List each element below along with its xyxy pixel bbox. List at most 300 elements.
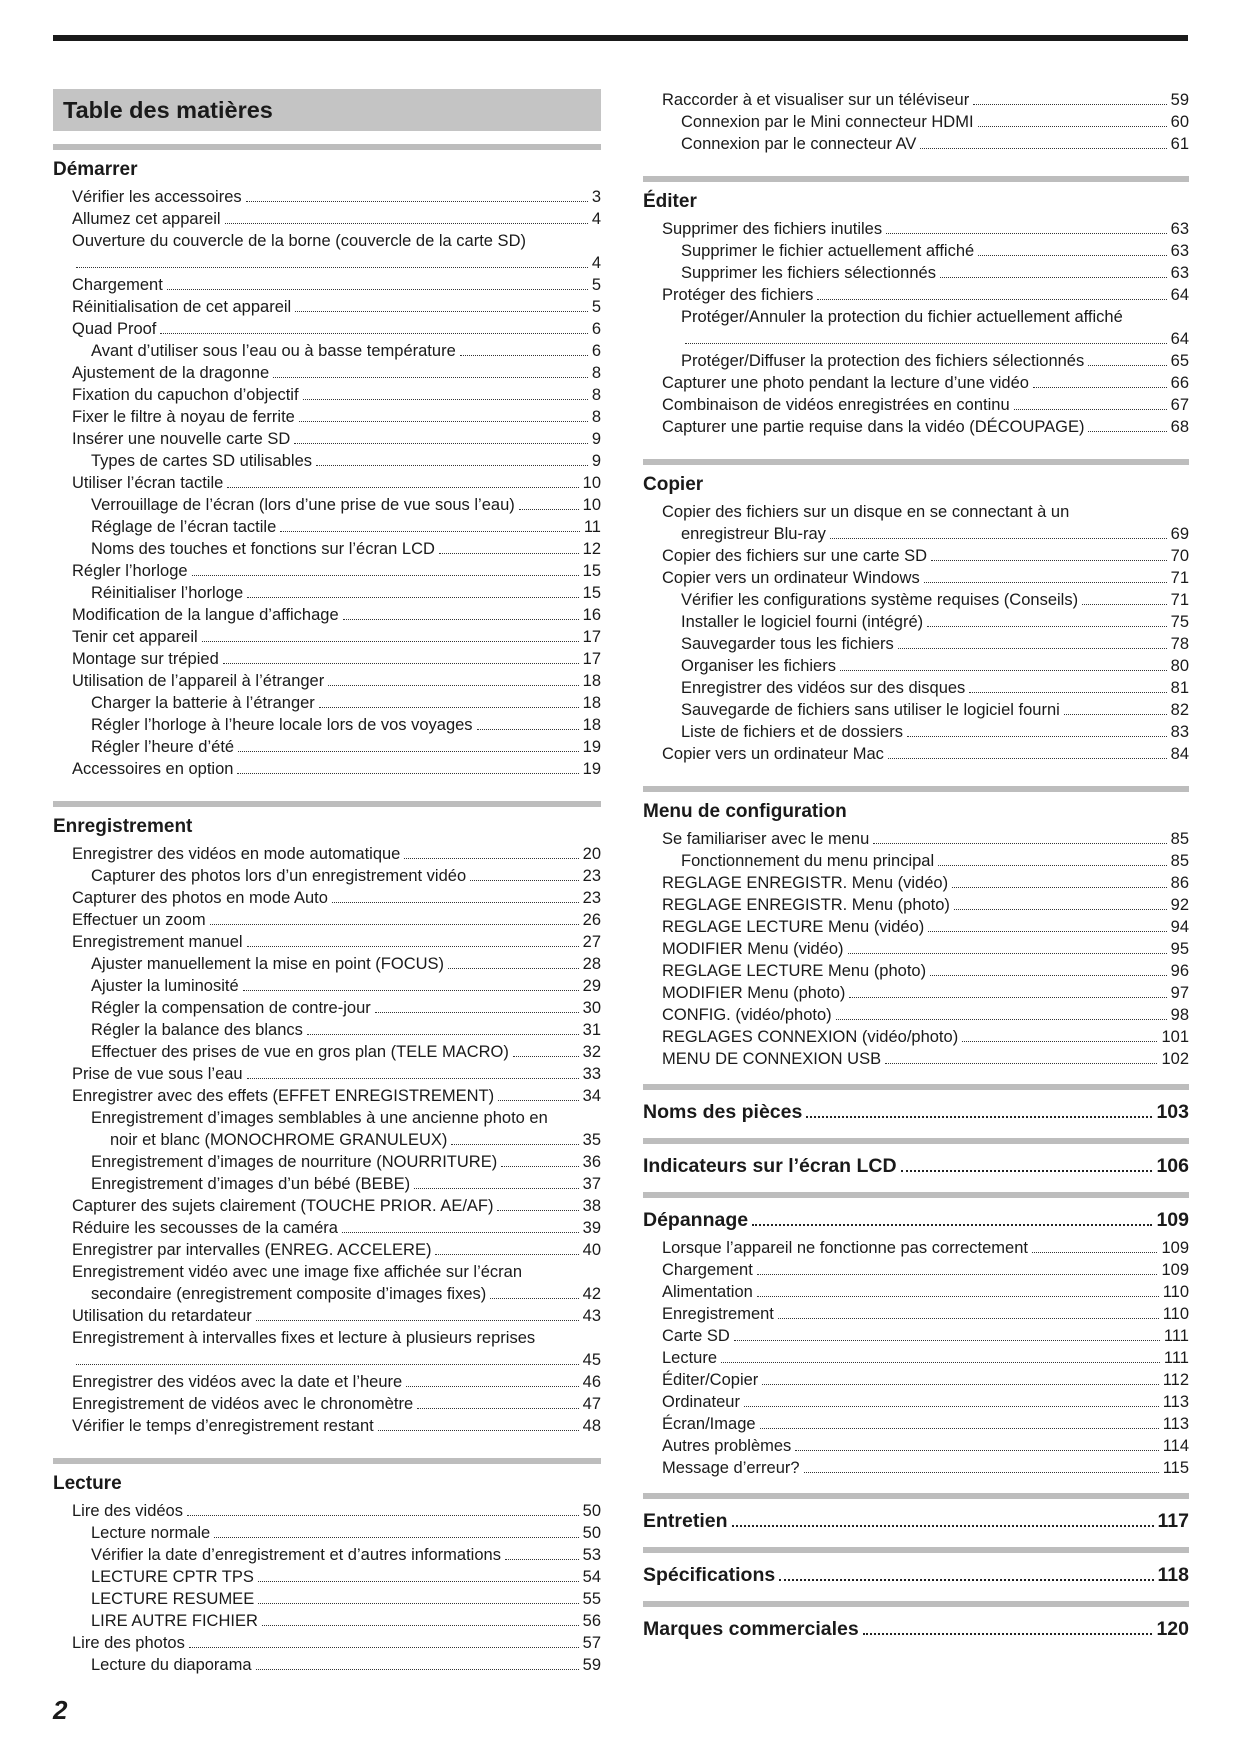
toc-entry [53,887,601,909]
dot-leader [294,443,588,444]
toc-entry [53,1041,601,1063]
entry-text: Régler la balance des blancs [91,1021,303,1039]
entry-text: Tenir cet appareil [72,628,198,646]
dot-leader [477,729,579,730]
entry-page: 6 [591,320,601,338]
toc-entry [53,560,601,582]
entry-text: Utilisation du retardateur [72,1307,252,1325]
toc-entry [643,1391,1189,1413]
dot-leader [238,751,579,752]
toc-entry-wrapped [643,501,1189,545]
toc-entry [53,670,601,692]
entry-page: 111 [1163,1349,1189,1367]
dot-leader [76,1364,579,1365]
dot-leader [1033,387,1167,388]
entry-text: Modification de la langue d’affichage [72,606,339,624]
toc-left-column [53,89,601,1676]
dot-leader [295,311,588,312]
entry-page: 110 [1162,1305,1189,1323]
dot-leader [227,487,578,488]
dot-leader [256,1669,579,1670]
toc-entry-wrapped [53,1107,601,1151]
dot-leader [938,865,1166,866]
toc-entry-list [643,1237,1189,1479]
dot-leader [319,707,579,708]
toc-entry [53,340,601,362]
entry-page: 86 [1170,874,1189,892]
entry-text-continued: noir et blanc (MONOCHROME GRANULEUX) [110,1131,448,1149]
entry-text: Ajuster la luminosité [91,977,239,995]
entry-text: Enregistrement vidéo avec une image fixe affichée sur l’écran [72,1263,523,1281]
toc-entry [53,1195,601,1217]
entry-text: Combinaison de vidéos enregistrées en continu [662,396,1010,414]
entry-text: Vérifier les configurations système requises (Conseils) [681,591,1079,609]
entry-page: 64 [1170,286,1189,304]
toc-entry [53,1371,601,1393]
entry-page: 23 [582,889,601,907]
entry-text: Prise de vue sous l’eau [72,1065,243,1083]
entry-page: 109 [1161,1261,1189,1279]
entry-text: Supprimer les fichiers sélectionnés [681,264,936,282]
entry-page: 81 [1170,679,1189,697]
entry-text: Effectuer un zoom [72,911,206,929]
toc-entry [643,394,1189,416]
dot-leader [978,255,1166,256]
entry-text: Capturer des photos en mode Auto [72,889,328,907]
toc-entry [53,648,601,670]
entry-page: 55 [582,1590,601,1608]
toc-entry-list [643,501,1189,765]
entry-page: 35 [582,1131,601,1149]
entry-page: 27 [582,933,601,951]
chapter-title: Spécifications [643,1564,776,1586]
entry-text: Connexion par le connecteur AV [681,135,917,153]
dot-leader [343,619,579,620]
entry-page: 9 [591,430,601,448]
toc-entry [643,218,1189,240]
entry-page: 12 [582,540,601,558]
toc-entry [53,997,601,1019]
toc-entry [643,938,1189,960]
entry-page: 11 [583,518,601,536]
dot-leader [303,399,588,400]
chapter-page: 120 [1156,1618,1189,1640]
chapter-title: Indicateurs sur l’écran LCD [643,1155,897,1177]
toc-entry [53,1610,601,1632]
toc-section [643,1084,1189,1124]
toc-entry-list [53,186,601,780]
entry-text: MODIFIER Menu (photo) [662,984,846,1002]
dot-leader [732,1525,1154,1527]
dot-leader [192,575,579,576]
chapter-heading [643,1601,1189,1641]
section-heading: Démarrer [53,144,601,181]
toc-entry [53,186,601,208]
entry-text: LIRE AUTRE FICHIER [91,1612,258,1630]
toc-section [643,1547,1189,1587]
entry-page: 109 [1161,1239,1189,1257]
toc-entry [53,1654,601,1676]
dot-leader [901,1170,1153,1172]
entry-text: REGLAGE ENREGISTR. Menu (vidéo) [662,874,949,892]
toc-entry [643,284,1189,306]
toc-entry [643,850,1189,872]
entry-text: Fixer le filtre à noyau de ferrite [72,408,295,426]
entry-page: 70 [1170,547,1189,565]
entry-page: 23 [582,867,601,885]
entry-page: 92 [1170,896,1189,914]
toc-entry [643,111,1189,133]
entry-text: Réglage de l’écran tactile [91,518,277,536]
dot-leader [256,1320,579,1321]
entry-continuation [72,1283,601,1305]
entry-text: Ajustement de la dragonne [72,364,270,382]
entry-page: 82 [1170,701,1189,719]
dot-leader [258,1603,578,1604]
entry-text: Installer le logiciel fourni (intégré) [681,613,924,631]
entry-page: 63 [1170,242,1189,260]
entry-continuation [72,1349,601,1371]
entry-text: Réinitialisation de cet appareil [72,298,292,316]
entry-text: Régler la compensation de contre-jour [91,999,371,1017]
entry-text: Liste de fichiers et de dossiers [681,723,903,741]
toc-entry [643,677,1189,699]
entry-text: Régler l’horloge [72,562,188,580]
entry-text: Lecture [662,1349,718,1367]
toc-entry [53,516,601,538]
entry-text: Protéger/Annuler la protection du fichier actuellement affiché [681,308,1123,326]
chapter-heading [643,1192,1189,1232]
entry-page: 112 [1162,1371,1189,1389]
toc-entry [53,1393,601,1415]
entry-text-continued: enregistreur Blu-ray [681,525,826,543]
entry-page: 36 [582,1153,601,1171]
entry-text: Utiliser l’écran tactile [72,474,224,492]
entry-text: Montage sur trépied [72,650,219,668]
entry-page: 66 [1170,374,1189,392]
entry-text: Enregistrer des vidéos sur des disques [681,679,966,697]
dot-leader [375,1012,579,1013]
toc-entry [53,714,601,736]
toc-section [643,1192,1189,1479]
entry-text: Enregistrement de vidéos avec le chronomètre [72,1395,414,1413]
toc-entry [53,1566,601,1588]
entry-page: 68 [1170,418,1189,436]
toc-entry-wrapped [53,1327,601,1371]
dot-leader [721,1362,1160,1363]
entry-text: Enregistrer avec des effets (EFFET ENREGISTREMENT) [72,1087,495,1105]
entry-text: Raccorder à et visualiser sur un téléviseur [662,91,970,109]
toc-entry [643,1435,1189,1457]
dot-leader [202,641,579,642]
entry-text: Vérifier les accessoires [72,188,242,206]
section-heading: Copier [643,459,1189,496]
toc-entry [53,1544,601,1566]
entry-page: 3 [591,188,601,206]
entry-page: 38 [582,1197,601,1215]
entry-text: Utilisation de l’appareil à l’étranger [72,672,325,690]
toc-entry [53,1217,601,1239]
toc-entry [53,1019,601,1041]
entry-text: Avant d’utiliser sous l’eau ou à basse température [91,342,456,360]
entry-text: Ajuster manuellement la mise en point (FOCUS) [91,955,445,973]
entry-page: 17 [582,628,601,646]
toc-right-column [643,89,1189,1641]
entry-page: 18 [582,694,601,712]
toc-entry [643,89,1189,111]
entry-text: Enregistrement à intervalles fixes et lecture à plusieurs reprises [72,1329,536,1347]
entry-page: 59 [582,1656,601,1674]
dot-leader [342,1232,579,1233]
entry-text: Lorsque l’appareil ne fonctionne pas correctement [662,1239,1028,1257]
toc-entry [53,538,601,560]
toc-entry [643,133,1189,155]
entry-page: 83 [1170,723,1189,741]
toc-entry [643,1281,1189,1303]
toc-entry [53,865,601,887]
entry-text: Fixation du capuchon d’objectif [72,386,299,404]
entry-text: Vérifier la date d’enregistrement et d’autres informations [91,1546,501,1564]
entry-page: 50 [582,1502,601,1520]
toc-entry [53,1588,601,1610]
toc-entry [53,931,601,953]
entry-continuation [72,252,601,274]
dot-leader [307,1034,579,1035]
entry-text: REGLAGE LECTURE Menu (photo) [662,962,927,980]
entry-text: Capturer des photos lors d’un enregistrement vidéo [91,867,467,885]
entry-text: Chargement [662,1261,753,1279]
entry-page: 50 [582,1524,601,1542]
entry-page: 19 [582,760,601,778]
toc-entry [53,472,601,494]
entry-page: 95 [1170,940,1189,958]
toc-section [643,786,1189,1070]
entry-text: Connexion par le Mini connecteur HDMI [681,113,974,131]
section-heading: Éditer [643,176,1189,213]
dot-leader [187,1515,579,1516]
dot-leader [246,201,588,202]
entry-text: LECTURE RESUMEE [91,1590,255,1608]
entry-page: 96 [1170,962,1189,980]
entry-page: 16 [582,606,601,624]
toc-entry [53,604,601,626]
toc-entry [53,1085,601,1107]
dot-leader [1032,1252,1157,1253]
dot-leader [969,692,1166,693]
toc-section [643,1493,1189,1533]
dot-leader [214,1537,578,1538]
toc-entry [643,633,1189,655]
dot-leader [888,758,1167,759]
entry-page: 15 [582,584,601,602]
dot-leader [898,648,1167,649]
dot-leader [836,1019,1167,1020]
entry-page: 30 [582,999,601,1017]
entry-page: 71 [1170,591,1189,609]
dot-leader [930,975,1167,976]
toc-entry [643,1259,1189,1281]
dot-leader [757,1274,1158,1275]
dot-leader [328,685,578,686]
dot-leader [830,538,1167,539]
entry-text: Autres problèmes [662,1437,792,1455]
dot-leader [779,1579,1153,1581]
dot-leader [505,1559,579,1560]
dot-leader [498,1100,579,1101]
entry-text: Lire des photos [72,1634,185,1652]
dot-leader [962,1041,1157,1042]
entry-text: Réinitialiser l’horloge [91,584,244,602]
entry-text: Se familiariser avec le menu [662,830,870,848]
entry-page: 37 [582,1175,601,1193]
entry-page: 57 [582,1634,601,1652]
toc-entry [643,1413,1189,1435]
chapter-title: Entretien [643,1510,728,1532]
dot-leader [931,560,1167,561]
entry-text: Enregistrer des vidéos en mode automatique [72,845,401,863]
entry-page: 43 [582,1307,601,1325]
entry-page: 67 [1170,396,1189,414]
chapter-page: 117 [1157,1510,1189,1532]
entry-page: 40 [582,1241,601,1259]
entry-page: 113 [1162,1393,1189,1411]
entry-text: Insérer une nouvelle carte SD [72,430,291,448]
toc-entry [53,406,601,428]
toc-entry [53,758,601,780]
toc-section [643,89,1189,155]
dot-leader [762,1384,1158,1385]
dot-leader [778,1318,1159,1319]
entry-text: Carte SD [662,1327,730,1345]
toc-entry [643,262,1189,284]
toc-entry [53,909,601,931]
entry-text: Fonctionnement du menu principal [681,852,935,870]
dot-leader [490,1298,578,1299]
dot-leader [189,1647,579,1648]
entry-continuation [681,328,1189,350]
entry-page: 85 [1170,830,1189,848]
entry-text: Copier vers un ordinateur Mac [662,745,884,763]
entry-page: 63 [1170,264,1189,282]
entry-page: 114 [1162,1437,1189,1455]
entry-text: Supprimer le fichier actuellement affiché [681,242,975,260]
entry-text: Copier des fichiers sur une carte SD [662,547,928,565]
dot-leader [448,968,579,969]
entry-text: Enregistrement d’images de nourriture (NOURRITURE) [91,1153,498,1171]
toc-section [643,176,1189,438]
toc-entry-wrapped [643,306,1189,350]
toc-entry [643,350,1189,372]
toc-entry [53,494,601,516]
entry-page: 28 [582,955,601,973]
dot-leader [840,670,1167,671]
entry-text: Lecture du diaporama [91,1656,252,1674]
toc-section [643,459,1189,765]
toc-entry [53,318,601,340]
entry-page: 63 [1170,220,1189,238]
toc-entry [643,699,1189,721]
chapter-title: Marques commerciales [643,1618,859,1640]
entry-page: 80 [1170,657,1189,675]
toc-entry [53,1239,601,1261]
entry-text: Lire des vidéos [72,1502,183,1520]
entry-page: 47 [582,1395,601,1413]
dot-leader [417,1408,578,1409]
entry-page: 101 [1161,1028,1189,1046]
toc-entry [53,384,601,406]
entry-text: Charger la batterie à l’étranger [91,694,315,712]
toc-entry-wrapped [53,230,601,274]
section-heading: Lecture [53,1458,601,1495]
toc-entry [53,626,601,648]
chapter-heading [643,1493,1189,1533]
entry-text: Chargement [72,276,163,294]
toc-entry-list [643,828,1189,1070]
entry-page: 110 [1162,1283,1189,1301]
entry-page: 17 [582,650,601,668]
entry-page: 46 [582,1373,601,1391]
entry-text: Enregistrer des vidéos avec la date et l’heure [72,1373,403,1391]
toc-section [53,1458,601,1676]
toc-entry [643,916,1189,938]
entry-text: Enregistrement d’images semblables à une ancienne photo en [91,1109,548,1127]
entry-page: 48 [582,1417,601,1435]
dot-leader [1088,365,1166,366]
entry-text: Écran/Image [662,1415,756,1433]
dot-leader [247,597,578,598]
dot-leader [928,931,1166,932]
dot-leader [243,990,579,991]
dot-leader [849,997,1166,998]
entry-page: 8 [591,386,601,404]
section-heading: Menu de configuration [643,786,1189,823]
entry-text: Sauvegarde de fichiers sans utiliser le logiciel fourni [681,701,1060,719]
toc-entry [643,1325,1189,1347]
toc-entry [643,828,1189,850]
dot-leader [262,1625,579,1626]
toc-entry [53,843,601,865]
entry-page: 69 [1170,525,1189,543]
dot-leader [873,843,1166,844]
entry-text: Types de cartes SD utilisables [91,452,313,470]
dot-leader [316,465,588,466]
dot-leader [223,663,579,664]
entry-text: Copier vers un ordinateur Windows [662,569,920,587]
toc-entry-list [643,218,1189,438]
entry-page: 4 [591,210,601,228]
toc-entry-list [53,843,601,1437]
entry-page: 45 [582,1351,601,1369]
toc-entry [53,975,601,997]
entry-page: 15 [582,562,601,580]
entry-text: Protéger des fichiers [662,286,814,304]
entry-text: Verrouillage de l’écran (lors d’une prise de vue sous l’eau) [91,496,515,514]
entry-page: 19 [582,738,601,756]
entry-text: Copier des fichiers sur un disque en se connectant à un [662,503,1070,521]
entry-text: Organiser les fichiers [681,657,836,675]
toc-entry [643,872,1189,894]
entry-page: 60 [1170,113,1189,131]
toc-entry [643,1347,1189,1369]
toc-entry [53,1415,601,1437]
chapter-heading [643,1547,1189,1587]
toc-entry-list [643,89,1189,155]
chapter-page: 106 [1156,1155,1189,1177]
entry-page: 98 [1170,1006,1189,1024]
entry-text: Régler l’heure d’été [91,738,235,756]
dot-leader [519,509,579,510]
entry-page: 71 [1170,569,1189,587]
